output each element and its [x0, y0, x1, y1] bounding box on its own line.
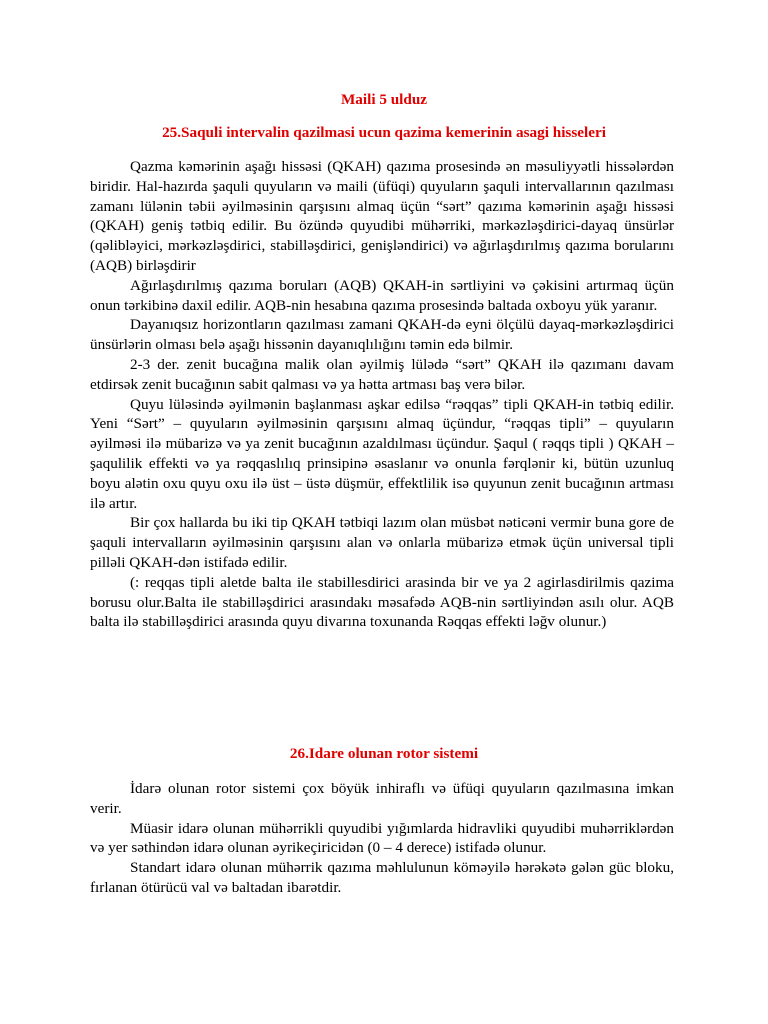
paragraph: Standart idarə olunan mühərrik qazıma məhlulunun köməyilə hərəkətə gələn güc bloku, fırlanan ötürücü val və baltadan ibarətdir.	[90, 859, 674, 896]
document-title: Maili 5 ulduz	[340, 91, 428, 108]
paragraph: Dayanıqsız horizontların qazılması zamani QKAH-də eyni ölçülü dayaq-mərkəzləşdirici ünsürlərin olması belə aşağı hissənin dayanıqlılığını təmin edə bilmir.	[90, 316, 674, 354]
paragraph: İdarə olunan rotor sistemi çox böyük inhiraflı və üfüqi quyuların qazılmasına imkan verir.	[90, 780, 674, 817]
paragraph: Ağırlaşdırılmış qazıma boruları (AQB) QKAH-in sərtliyini və çəkisini artırmaq üçün onun tərkibinə daxil edilir. AQB-nin hesabına qazıma prosesində baltada oxboyu yük yaranır.	[90, 276, 674, 314]
section-25-body	[90, 157, 674, 632]
paragraph: Qazma kəmərinin aşağı hissəsi (QKAH) qazıma prosesində ən məsuliyyətli hissələrdən biridir. Hal-hazırda şaquli quyuların və maili (üfüqi) quyuların şaquli intervallarının qazılması zamanı lülənin təbii əyilməsinin qarşısını almaq üçün “sərt” qazıma kəmərinin aşağı hissəsi (QKAH) geniş tətbiq edilir. Bu özündə quyudibi mühərriki, mərkəzləşdirici-dayaq ünsürlər (qəlibləyici, mərkəzləşdirici, stabilləşdirici, genişləndirici) və ağırlaşdırılmış qazıma borularını (AQB) birləşdirir	[90, 158, 674, 274]
section-26-heading: 26.Idare olunan rotor sistemi	[289, 745, 479, 762]
paragraph: (: reqqas tipli aletde balta ile stabillesdirici arasinda bir ve ya 2 agirlasdirilmis qazima borusu olur.Balta ile stabilləşdirici arasındakı məsafədə AQB-nin sərtliyindən asılı olur. AQB balta ilə stabilləşdirici arasında quyu divarına toxunanda Rəqqas effekti ləğv olunur.)	[90, 573, 674, 631]
paragraph: Bir çox hallarda bu iki tip QKAH tətbiqi lazım olan müsbət nəticəni vermir buna gore de şaquli intervalların əyilməsinin qarşısını alan və onlarla mübarizə etmək üçün universal tipli pilləli QKAH-dən istifadə edilir.	[90, 514, 674, 571]
paragraph: 2-3 der. zenit bucağına malik olan əyilmiş lülədə “sərt” QKAH ilə qazımanı davam etdirsək zenit bucağının sabit qalması və ya hətta artması baş verə bilər.	[90, 355, 674, 393]
section-26-body	[90, 779, 674, 898]
section-25-heading: 25.Saquli intervalin qazilmasi ucun qazima kemerinin asagi hisseleri	[162, 124, 606, 141]
paragraph: Müasir idarə olunan mühərrikli quyudibi yığımlarda hidravliki quyudibi muhərriklərdən və yer səthindən idarə olunan əyrikeçiricidən (0 – 4 derece) istifadə olunur.	[90, 819, 674, 857]
paragraph: Quyu lüləsində əyilmənin başlanması aşkar edilsə “rəqqas” tipli QKAH-in tətbiq edilir. Yeni “Sərt” – quyuların əyilməsinin qarşısını almaq üçündur, “rəqqas tipli” – quyuların əyilməsi ilə mübarizə və ya zenit bucağının azaldılması üçündur. Şaqul ( rəqqs tipli ) QKAH – şaqulilik effekti və ya rəqqaslılıq prinsipinə əsaslanır və onunla fərqlənir ki, bütün uzunluq boyu alətin oxu quyu oxu ilə üst – üstə düşmür, effektlilik isə quyunun zenit bucağının artması ilə artır.	[90, 395, 674, 512]
